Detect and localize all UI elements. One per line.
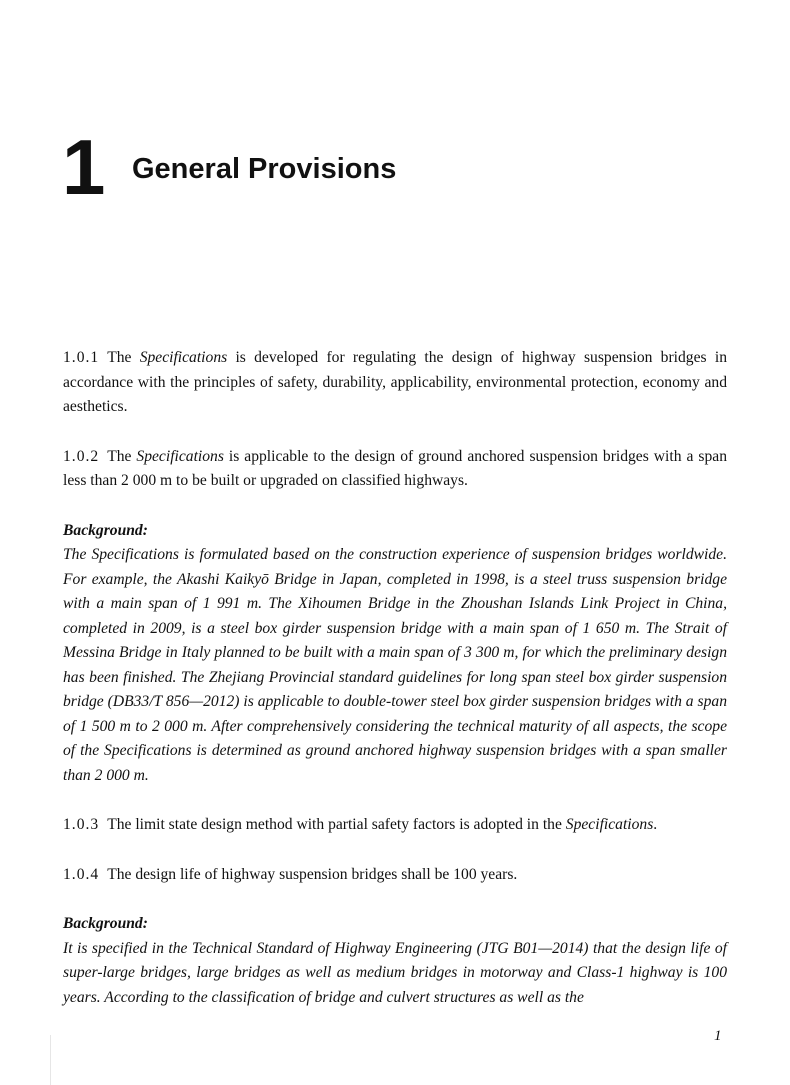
clause-1-0-3: 1.0.3 The limit state design method with partial safety factors is adopted in the Specifications. — [63, 816, 658, 833]
chapter-number: 1 — [62, 123, 104, 211]
clause-number: 1.0.1 — [63, 349, 100, 366]
clause-1-0-4: 1.0.4 The design life of highway suspension bridges shall be 100 years. — [63, 865, 518, 883]
clause-1-0-1: 1.0.1 The Specifications is developed for regulating the design of highway suspension bridges in accordance with the principles of safety, durability, applicability, environmental protection, economy and aesthetics. — [63, 349, 727, 415]
background-label: Background: — [63, 521, 148, 539]
background-label: Background: — [63, 915, 148, 932]
specifications-term: Specifications — [136, 447, 224, 465]
background-text: The Specifications is formulated based on the construction experience of suspension bridges worldwide. For example, the Akashi Kaikyō Bridge in Japan, completed in 1998, is a steel truss suspension bridge with a main span of 1 991 m. The Xihoumen Bridge in the Zhoushan Islands Link Project in China, completed in 2009, is a steel box girder suspension bridge with a main span of 1 650 m. The Strait of Messina Bridge in Italy planned to be built with a main span of 3 300 m, for which the preliminary design has been finished. The Zhejiang Provincial standard guidelines for long span steel box girder suspension bridge (DB33/T 856—2012) is applicable to double-tower steel box girder suspension bridges with a span of 1 500 m to 2 000 m. After comprehensively considering the technical maturity of all aspects, the scope of the Specifications is determined as ground anchored highway suspension bridges with a span smaller than 2 000 m. — [63, 546, 727, 784]
background-text: It is specified in the Technical Standard of Highway Engineering (JTG B01—2014) that the design life of super-large bridges, large bridges as well as medium bridges in motorway and Class-1 highway is 100 years. According to the classification of bridge and culvert structures as well as the — [63, 939, 727, 1006]
page-number: 1 — [714, 1028, 722, 1044]
clause-number: 1.0.4 — [63, 865, 100, 883]
clause-number: 1.0.3 — [63, 816, 100, 833]
specifications-term: Specifications — [139, 349, 228, 366]
scan-margin-mark — [50, 1035, 51, 1085]
specifications-term: Specifications — [565, 816, 654, 833]
chapter-title: General Provisions — [132, 153, 397, 185]
clause-number: 1.0.2 — [63, 447, 100, 465]
page-body — [63, 346, 727, 1010]
clause-1-0-2: 1.0.2 The Specifications is applicable to the design of ground anchored suspension bridges with a span less than 2 000 m to be built or upgraded on classified highways. — [63, 447, 727, 489]
